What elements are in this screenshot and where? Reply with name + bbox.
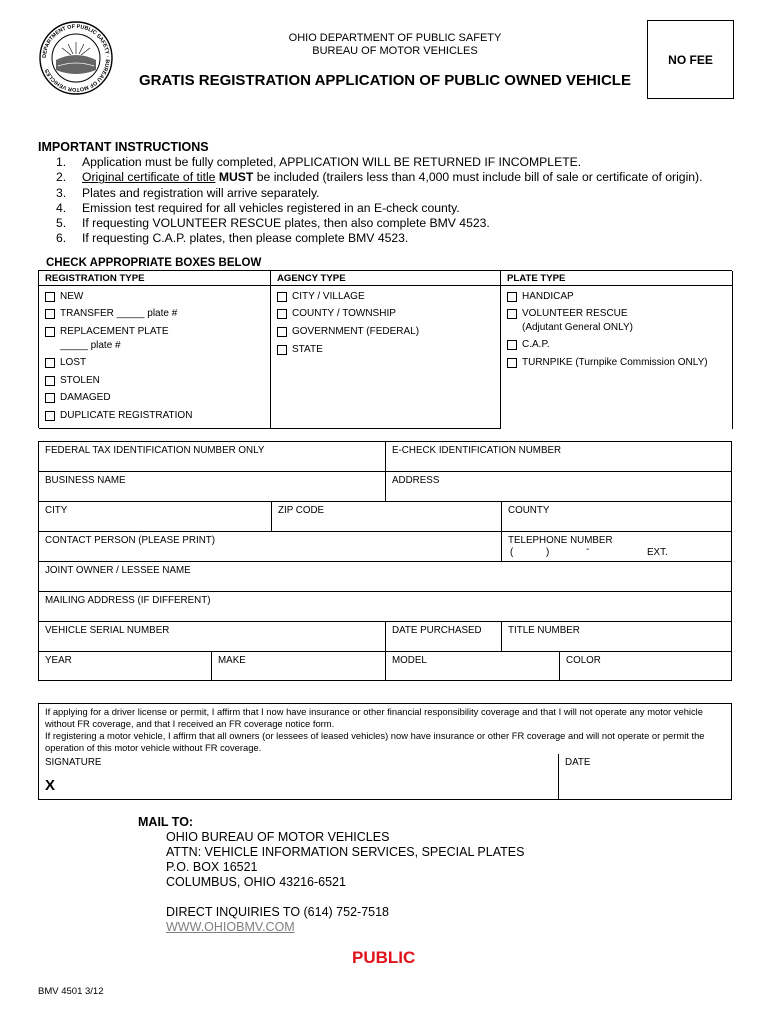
checkbox-icon[interactable] [45, 292, 55, 302]
signature-label: SIGNATURE [45, 757, 102, 768]
instruction-item: 6. If requesting C.A.P. plates, then please complete BMV 4523. [56, 231, 409, 246]
volunteer-rescue-note: (Adjutant General ONLY) [522, 322, 633, 333]
checkbox-replacement-plate[interactable]: REPLACEMENT PLATE [45, 326, 169, 337]
checkbox-turnpike[interactable]: TURNPIKE (Turnpike Commission ONLY) [507, 357, 708, 368]
form-title: GRATIS REGISTRATION APPLICATION OF PUBLIC OWNED VEHICLE [139, 72, 631, 89]
field-row [38, 651, 732, 681]
ohio-seal-icon [38, 20, 114, 96]
date-purchased-field[interactable]: DATE PURCHASED [385, 622, 501, 651]
checkbox-cap[interactable]: C.A.P. [507, 339, 550, 350]
echeck-id-field[interactable]: E-CHECK IDENTIFICATION NUMBER [385, 442, 731, 471]
plate-type-header: PLATE TYPE [501, 271, 732, 286]
checkbox-duplicate-registration[interactable]: DUPLICATE REGISTRATION [45, 410, 192, 421]
field-row [38, 471, 732, 501]
field-row [38, 501, 732, 531]
checkbox-icon[interactable] [45, 358, 55, 368]
checkbox-icon[interactable] [45, 411, 55, 421]
mail-to-title: MAIL TO: [138, 815, 194, 829]
mail-to-block [138, 815, 524, 935]
replacement-plate-number: _____ plate # [60, 340, 121, 351]
checkbox-icon[interactable] [45, 376, 55, 386]
title-number-field[interactable]: TITLE NUMBER [501, 622, 731, 651]
field-row [38, 441, 732, 471]
tel-paren-close: ) [546, 547, 550, 558]
checkbox-county-township[interactable]: COUNTY / TOWNSHIP [277, 308, 396, 319]
address-field[interactable]: ADDRESS [385, 472, 731, 501]
check-boxes-title: CHECK APPROPRIATE BOXES BELOW [46, 257, 262, 269]
registration-type-column [39, 271, 271, 429]
checkbox-icon[interactable] [277, 292, 287, 302]
checkbox-icon[interactable] [277, 309, 287, 319]
important-instructions [38, 140, 738, 246]
agency-type-header: AGENCY TYPE [271, 271, 500, 286]
federal-tax-id-field[interactable]: FEDERAL TAX IDENTIFICATION NUMBER ONLY [45, 445, 265, 456]
checkbox-icon[interactable] [507, 340, 517, 350]
contact-person-field[interactable]: CONTACT PERSON (PLEASE PRINT) [45, 535, 216, 546]
instruction-item: 1. Application must be fully completed, APPLICATION WILL BE RETURNED IF INCOMPLETE. [56, 155, 582, 170]
business-name-field[interactable]: BUSINESS NAME [45, 475, 126, 486]
checkbox-stolen[interactable]: STOLEN [45, 375, 100, 386]
field-row [38, 591, 732, 621]
telephone-field[interactable] [501, 532, 731, 561]
checkbox-icon[interactable] [507, 292, 517, 302]
signature-field[interactable]: X [45, 777, 56, 794]
website-link[interactable]: WWW.OHIOBMV.COM [166, 920, 295, 934]
tel-ext: EXT. [647, 547, 668, 558]
year-field[interactable]: YEAR [45, 655, 72, 666]
checkbox-handicap[interactable]: HANDICAP [507, 291, 574, 302]
inquiries-phone: DIRECT INQUIRIES TO (614) 752-7518 [166, 905, 390, 919]
joint-owner-field[interactable]: JOINT OWNER / LESSEE NAME [45, 565, 191, 576]
checkbox-city-village[interactable]: CITY / VILLAGE [277, 291, 365, 302]
county-field[interactable]: COUNTY [501, 502, 731, 531]
tel-dash: - [586, 544, 590, 555]
checkbox-icon[interactable] [277, 345, 287, 355]
checkbox-government-federal[interactable]: GOVERNMENT (FEDERAL) [277, 326, 419, 337]
instruction-item: 2. Original certificate of title MUST be included (trailers less than 4,000 must include bill of sale or certificate of origin). [56, 170, 703, 185]
model-field[interactable]: MODEL [385, 652, 559, 681]
instruction-item: 3. Plates and registration will arrive separately. [56, 185, 320, 200]
field-row [38, 621, 732, 651]
checkbox-icon[interactable] [507, 309, 517, 319]
form-number: BMV 4501 3/12 [38, 986, 104, 997]
checkbox-icon[interactable] [45, 327, 55, 337]
checkbox-icon[interactable] [45, 309, 55, 319]
affirmation-line-1: If applying for a driver license or permit, I affirm that I now have insurance or other financial responsibility coverage and that I will not operate any motor vehicle without FR coverage, and that I received an FR coverage notice form. [45, 706, 703, 729]
mail-line: ATTN: VEHICLE INFORMATION SERVICES, SPECIAL PLATES [166, 845, 525, 859]
checkbox-damaged[interactable]: DAMAGED [45, 392, 111, 403]
applicant-fields [38, 441, 732, 681]
instruction-item: 4. Emission test required for all vehicles registered in an E-check county. [56, 200, 460, 215]
date-field[interactable]: DATE [558, 754, 732, 800]
mail-line: OHIO BUREAU OF MOTOR VEHICLES [166, 830, 390, 844]
instructions-title: IMPORTANT INSTRUCTIONS [38, 140, 209, 154]
mailing-address-field[interactable]: MAILING ADDRESS (IF DIFFERENT) [45, 595, 211, 606]
make-field[interactable]: MAKE [211, 652, 385, 681]
checkbox-lost[interactable]: LOST [45, 357, 86, 368]
public-label: PUBLIC [352, 948, 416, 967]
tel-paren-open: ( [510, 547, 514, 558]
city-field[interactable]: CITY [45, 505, 68, 516]
seal-ring-text: DEPARTMENT OF PUBLIC SAFETY · BUREAU OF MOTOR VEHICLES [41, 23, 111, 93]
dept-line-1: OHIO DEPARTMENT OF PUBLIC SAFETY [288, 32, 502, 44]
mail-line: COLUMBUS, OHIO 43216-6521 [166, 875, 346, 889]
dept-line-2: BUREAU OF MOTOR VEHICLES [312, 45, 478, 57]
field-row [38, 531, 732, 561]
instruction-item: 5. If requesting VOLUNTEER RESCUE plates, then also complete BMV 4523. [56, 216, 490, 231]
color-field[interactable]: COLOR [559, 652, 731, 681]
vehicle-serial-field[interactable]: VEHICLE SERIAL NUMBER [45, 625, 170, 636]
checkbox-icon[interactable] [277, 327, 287, 337]
checkbox-volunteer-rescue[interactable]: VOLUNTEER RESCUE [507, 308, 628, 319]
checkbox-transfer[interactable]: TRANSFER _____ plate # [45, 308, 177, 319]
telephone-label: TELEPHONE NUMBER [508, 535, 613, 546]
department-heading [200, 32, 590, 58]
zip-code-field[interactable]: ZIP CODE [271, 502, 501, 531]
no-fee-box: NO FEE [647, 20, 734, 99]
affirmation-section [38, 703, 732, 800]
agency-type-column [271, 271, 501, 429]
checkbox-new[interactable]: NEW [45, 291, 83, 302]
affirmation-line-2: If registering a motor vehicle, I affirm that all owners (or lessees of leased vehicles) now have insurance or other FR coverage and will not operate or permit the operation of this motor vehicle without FR coverage. [45, 730, 705, 753]
checkbox-icon[interactable] [507, 358, 517, 368]
checkbox-state[interactable]: STATE [277, 344, 323, 355]
affirmation-text [39, 704, 729, 754]
mail-line: P.O. BOX 16521 [166, 860, 258, 874]
registration-type-header: REGISTRATION TYPE [39, 271, 270, 286]
plate-type-column [501, 271, 733, 429]
checkbox-section [38, 270, 732, 428]
checkbox-icon[interactable] [45, 393, 55, 403]
field-row [38, 561, 732, 591]
